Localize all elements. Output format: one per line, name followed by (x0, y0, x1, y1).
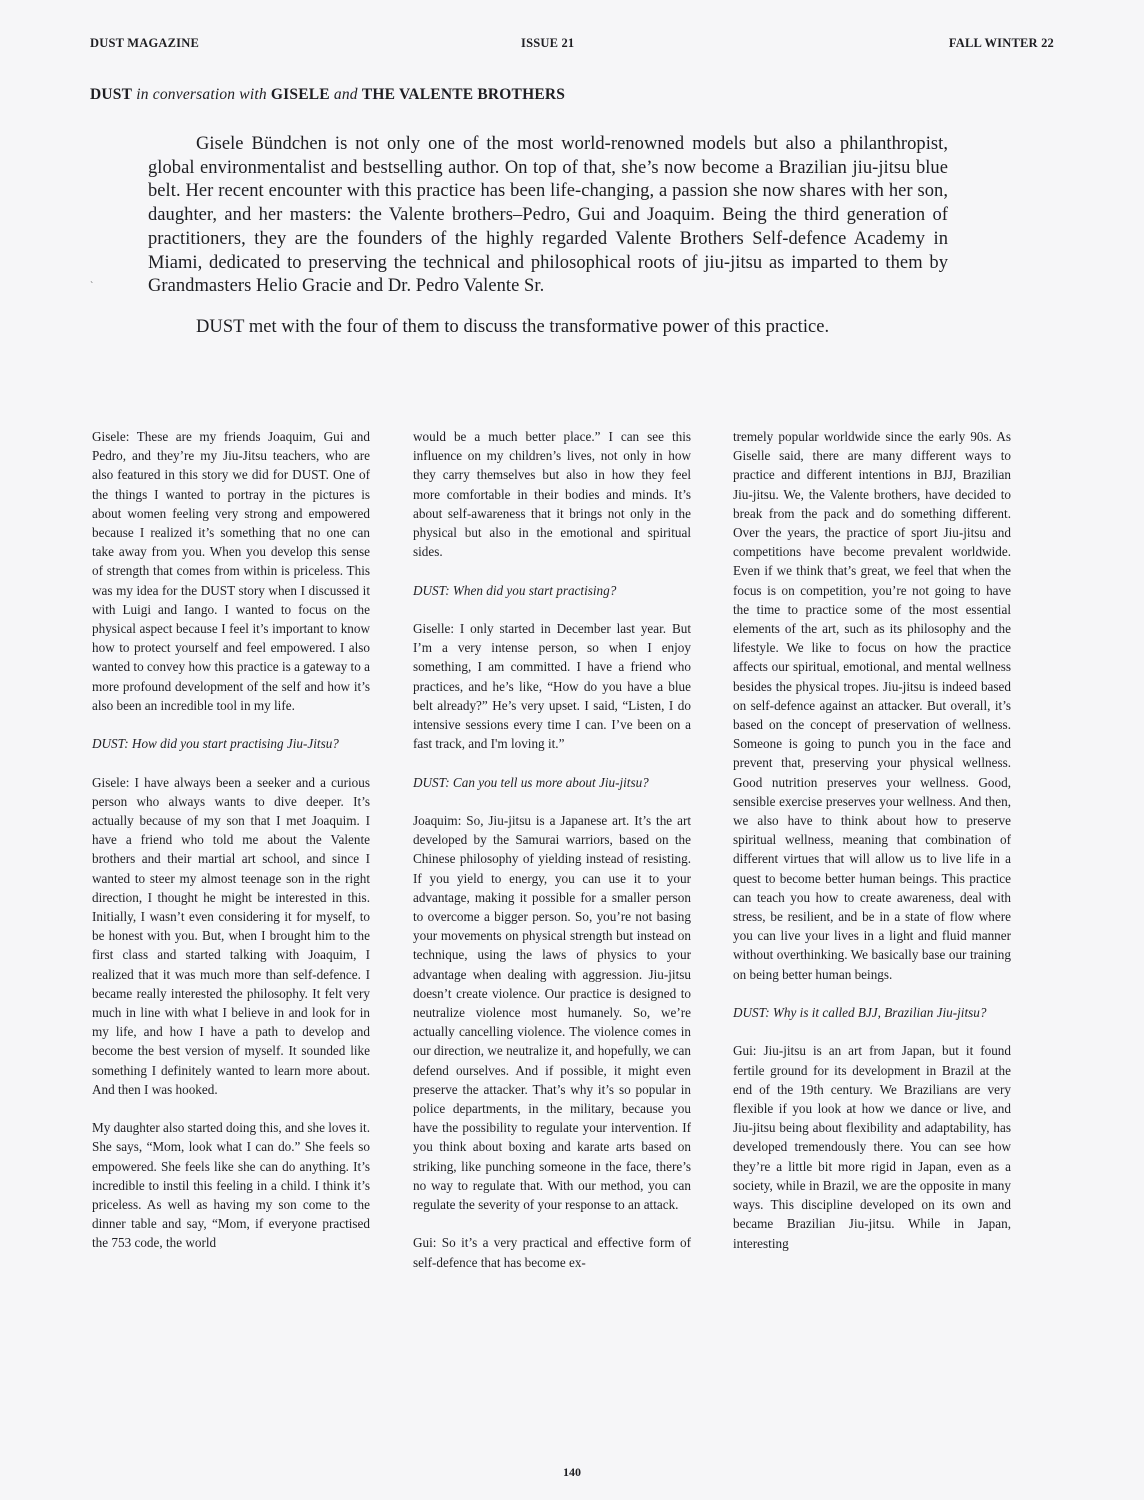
answer-paragraph: tremely popular worldwide since the early 90s. As Giselle said, there are many different ways to practice and different intentions in BJJ, Brazilian Jiu-jitsu. We, the Valente brothers, have decided to break from the pack and do something different. Over the years, the practice of sport Jiu-jitsu and competitions have become prevalent worldwide. Even if we think that’s great, we feel that when the focus is on competition, you’re not going to have the time to practice some of the most essential elements of the art, such as its philosophy and the lifestyle. We like to focus on how the practice affects our spiritual, emotional, and mental wellness besides the physical tropes. Jiu-jitsu is indeed based on self-defence against an attacker. But overall, it’s based on the concept of preservation of wellness. Someone is going to punch you in the face and prevent that, preserving your physical wellness. Good nutrition preserves your wellness. Good, sensible exercise preserves your wellness. And then, we also have to think about how to preserve spiritual wellness, meaning that combination of different virtues that will allow us to live life in a quest to become better human beings. This practice can teach you how to create awareness, deal with stress, be resilient, and be in a state of flow where you can live your lives in a light and fluid manner without overthinking. We basically base our training on being better human beings. (733, 429, 1011, 982)
text-column-1 (92, 427, 370, 1272)
article-title (90, 86, 565, 104)
print-mark: ˋ (90, 281, 94, 292)
season-label: FALL WINTER 22 (948, 36, 1054, 50)
answer-paragraph: Gisele: I have always been a seeker and a curious person who always wants to dive deeper. It’s actually because of my son that I met Joaquim. I have a friend who told me about the Valente brothers and their martial art school, and since I wanted to steer my almost teenage son in the right direction, I thought he might be interested in this. Initially, I wasn’t even considering it for myself, to be honest with you. But, when I brought him to the first class and started talking with Joaquim, I realized that it was much more than self-defence. I became really interested the philosophy. It felt very much in line with what I believe in and look for in my life, and how I have a path to develop and become the best version of myself. It sounded like something I definitely wanted to learn more about. And then I was hooked. (92, 774, 370, 1097)
answer-paragraph: Gisele: These are my friends Joaquim, Gui and Pedro, and they’re my Jiu-Jitsu teachers, who are also featured in this story we did for DUST. One of the things I wanted to portray in the pictures is about women feeling very strong and empowered because I realized it’s something that no one can take away from you. When you develop this sense of strength that comes from within is priceless. This was my idea for the DUST story when I discussed it with Luigi and Iango. I wanted to focus on the physical aspect because I feel it’s important to know how to protect yourself and feel empowered. I also wanted to convey how this practice is a gateway to a more profound development of the self and how it’s also been an incredible tool in my life. (92, 429, 370, 713)
interview-question: DUST: How did you start practising Jiu-Jitsu? (92, 736, 339, 752)
answer-paragraph: Joaquim: So, Jiu-jitsu is a Japanese art. It’s the art developed by the Samurai warriors, based on the Chinese philosophy of yielding instead of resisting. If you yield to energy, you can use it to your advantage, making it possible for a smaller person to overcome a bigger person. So, you’re not basing your movements on physical strength but instead on technique, using the laws of physics to your advantage when dealing with aggression. Jiu-jitsu doesn’t create violence. Our practice is designed to neutralize violence most humanely. So, we’re actually cancelling violence. The violence comes in our direction, we neutralize it, and hopefully, we can defend ourselves. And if possible, it might even preserve the attacker. That’s why it’s so popular in police departments, in the military, because you have the possibility to regulate your intervention. If you think about boxing and karate arts based on striking, like punching someone in the face, there’s no way to regulate that. With our method, you can regulate the severity of your response to an attack. (413, 813, 691, 1213)
answer-paragraph: would be a much better place.” I can see this influence on my children’s lives, not only in how they carry themselves but also in how they feel more comfortable in their bodies and minds. It’s about self-awareness that it brings not only in the physical but also in the emotional and spiritual sides. (413, 429, 691, 560)
running-header (90, 36, 1054, 54)
text-column-2 (413, 427, 691, 1291)
answer-paragraph: My daughter also started doing this, and she loves it. She says, “Mom, look what I can do.” She feels so empowered. She feels like she can do anything. It’s incredible to instil this feeling in a child. I think it’s priceless. As well as having my son come to the dinner table and say, “Mom, if everyone practised the 753 code, the world (92, 1120, 370, 1251)
interview-question: DUST: When did you start practising? (413, 582, 617, 598)
intro-paragraph: Gisele Bündchen is not only one of the most world-renowned models but also a philanthropist, global environmentalist and bestselling author. On top of that, she’s now become a Brazilian jiu-jitsu blue belt. Her recent encounter with this practice has been life-changing, a passion she now shares with her son, daughter, and her masters: the Valente brothers–Pedro, Gui and Joaquim. Being the third generation of practitioners, they are the founders of the highly regarded Valente Brothers Self-defence Academy in Miami, dedicated to preserving the technical and philosophical roots of jiu-jitsu as imparted to them by Grandmasters Helio Gracie and Dr. Pedro Valente Sr. (148, 134, 948, 297)
title-gisele: GISELE (270, 86, 330, 103)
answer-paragraph: Gui: Jiu-jitsu is an art from Japan, but it found fertile ground for its development in Brazil at the end of the 19th century. We Brazilians are very flexible if you look at how we dance or live, and Jiu-jitsu being about flexibility and adaptability, has developed tremendously there. You can see how they’re a little bit more rigid in Japan, even as a society, while in Brazil, we are the opposite in many ways. This discipline developed on its own and became Brazilian Jiu-jitsu. While in Japan, interesting (733, 1043, 1011, 1251)
interview-question: DUST: Can you tell us more about Jiu-jitsu? (413, 774, 649, 790)
title-valente-brothers: THE VALENTE BROTHERS (361, 86, 566, 103)
magazine-name: DUST MAGAZINE (90, 36, 199, 50)
intro-paragraph: DUST met with the four of them to discuss the transformative power of this practice. (196, 316, 830, 337)
answer-paragraph: Gui: So it’s a very practical and effective form of self-defence that has become ex- (413, 1235, 691, 1270)
title-and: and (329, 86, 362, 103)
title-connector: in conversation with (132, 86, 271, 103)
interview-question: DUST: Why is it called BJJ, Brazilian Jiu-jitsu? (733, 1005, 987, 1021)
text-column-3 (733, 427, 1011, 1272)
title-dust: DUST (90, 86, 133, 103)
answer-paragraph: Giselle: I only started in December last year. But I’m a very intense person, so when I enjoy something, I am committed. I have a friend who practices, and he’s like, “How do you have a blue belt already?” He’s very upset. I said, “Listen, I do intensive sessions every time I can. I’ve been on a fast track, and I'm loving it.” (413, 621, 691, 752)
page-number: 140 (563, 1465, 581, 1479)
intro-standfirst (148, 133, 948, 340)
issue-number: ISSUE 21 (521, 36, 575, 50)
